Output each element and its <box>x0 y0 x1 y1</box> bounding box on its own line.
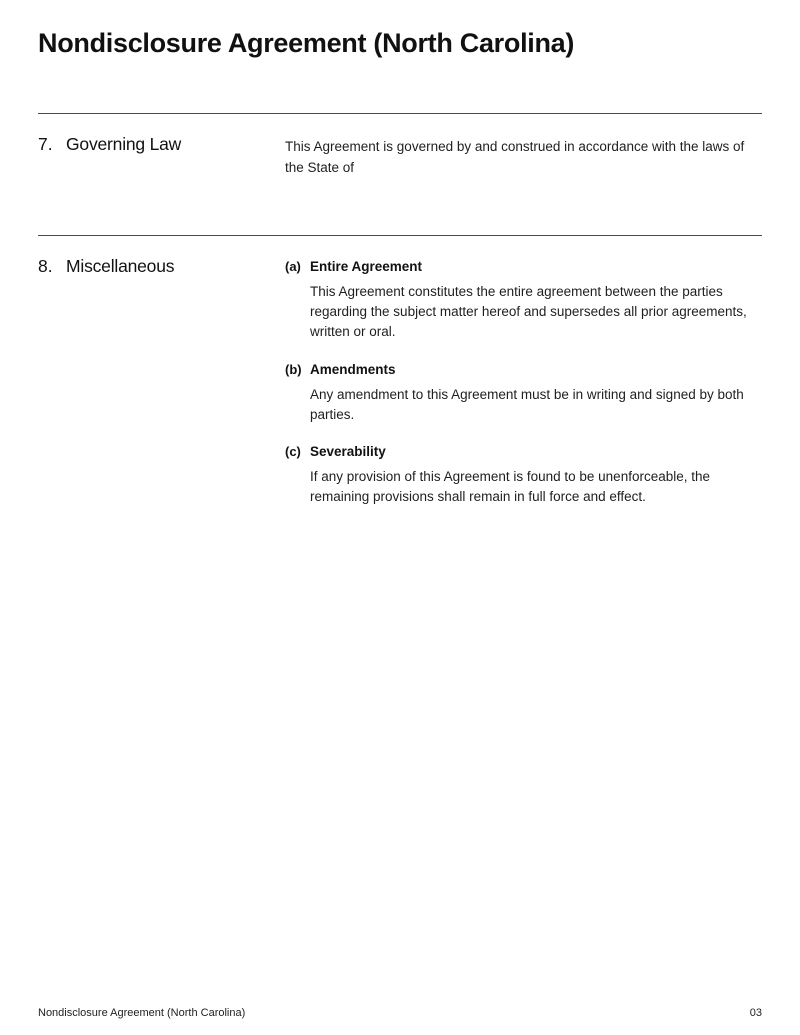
section-governing-law <box>38 114 762 235</box>
section-content <box>285 256 762 508</box>
subsection-amendments <box>285 362 762 426</box>
section-miscellaneous <box>38 236 762 548</box>
footer-document-title: Nondisclosure Agreement (North Carolina) <box>38 1007 246 1019</box>
section-number: 8. <box>38 255 53 276</box>
subsection-body-text: Any amendment to this Agreement must be in writing and signed by both parties. <box>310 386 744 422</box>
subsection-title: Amendments <box>310 361 396 377</box>
section-content <box>285 134 762 179</box>
subsection-head <box>285 259 762 274</box>
subsection-label: (a) <box>285 258 301 274</box>
subsection-label: (c) <box>285 444 301 460</box>
subsection-title: Entire Agreement <box>310 258 423 274</box>
subsection-head <box>285 444 762 459</box>
page-footer <box>38 1007 762 1019</box>
subsection-head <box>285 362 762 377</box>
section-heading: Governing Law <box>66 134 182 154</box>
section-body-text: This Agreement is governed by and construed in accordance with the laws of the State of <box>285 139 745 175</box>
page-title: Nondisclosure Agreement (North Carolina) <box>38 28 575 58</box>
subsection-body-text: If any provision of this Agreement is found to be unenforceable, the remaining provisions shall remain in full force and effect. <box>310 469 711 505</box>
footer-page-number: 03 <box>749 1007 762 1019</box>
section-heading-group <box>38 256 285 277</box>
subsection-entire-agreement <box>285 259 762 343</box>
subsection-body-text: This Agreement constitutes the entire agreement between the parties regarding the subject matter hereof and supersedes all prior agreements, written or oral. <box>310 283 747 340</box>
section-heading: Miscellaneous <box>66 255 175 276</box>
subsection-severability <box>285 444 762 508</box>
subsection-label: (b) <box>285 361 302 377</box>
section-heading-group <box>38 134 285 155</box>
subsection-title: Severability <box>310 444 386 460</box>
section-number: 7. <box>38 134 53 154</box>
